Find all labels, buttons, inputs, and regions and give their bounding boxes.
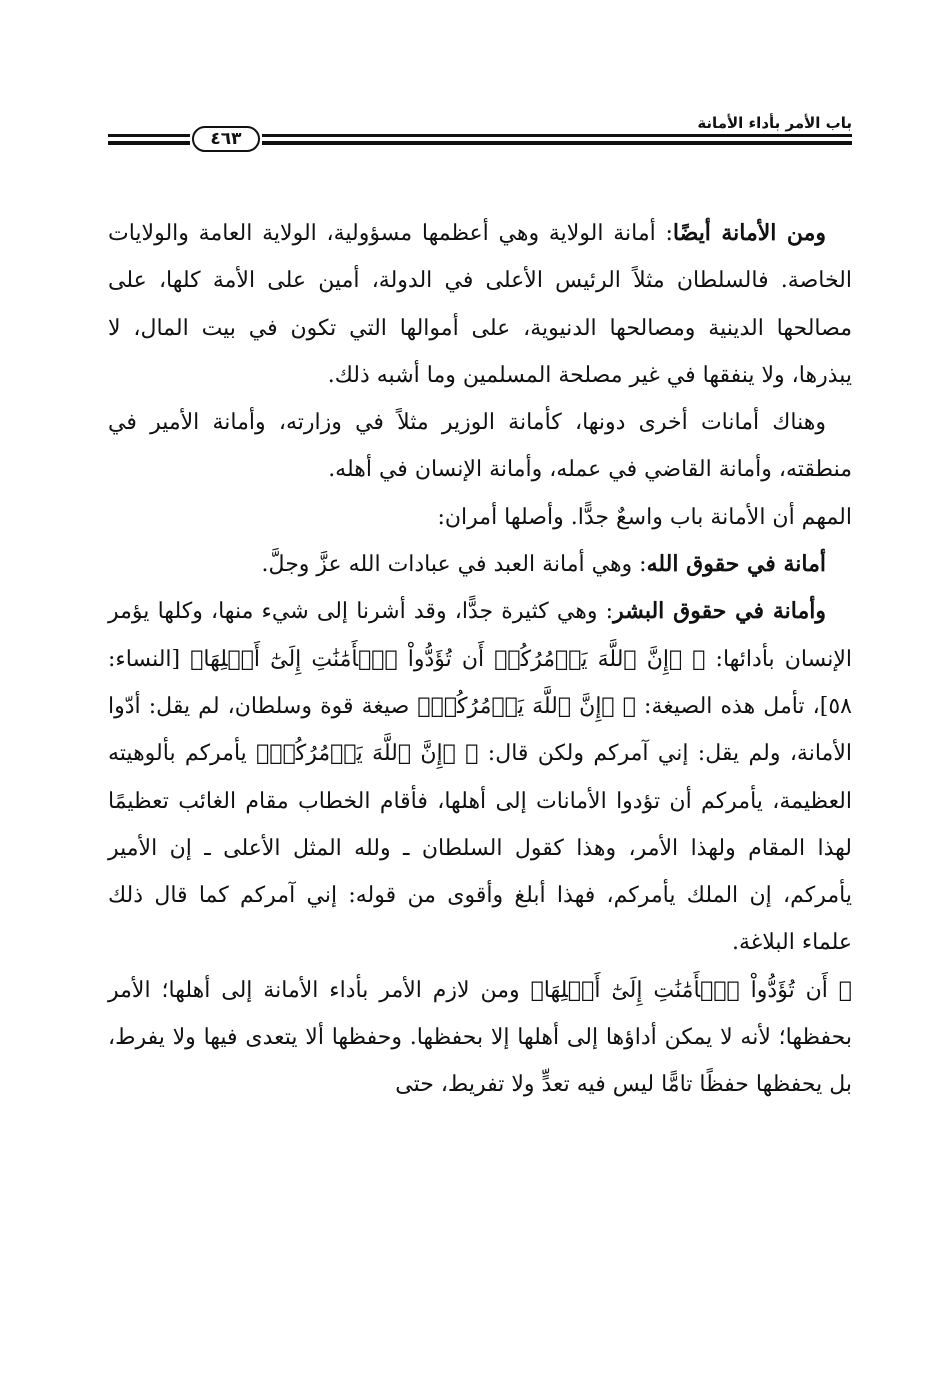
page-number: ٤٦٣	[192, 126, 260, 152]
page-header	[108, 112, 852, 160]
header-rule-left	[108, 134, 190, 146]
paragraph-5	[108, 588, 852, 966]
paragraph-3	[108, 494, 852, 541]
paragraph-1	[108, 210, 852, 399]
paragraph-lead: ومن الأمانة أيضًا	[672, 220, 826, 246]
paragraph-4	[108, 541, 852, 588]
running-title: باب الأمر بأداء الأمانة	[697, 114, 852, 132]
paragraph-text: : وهي كثيرة جدًّا، وقد أشرنا إلى شيء منها، وكلها يؤمر الإنسان بأدائها: ﴿ ۞إِنَّ ٱللَّهَ يَأۡمُرُكُمۡ أَن تُؤَدُّواْ ٱلۡأَمَٰنَٰتِ إِلَىٰٓ أَهۡلِهَا﴾ [النساء: ٥٨]، تأمل هذه الصيغة: ﴿ ۞إِنَّ ٱللَّهَ يَأۡمُرُكُمۡ﴾ صيغة قوة وسلطان، لم يقل: أدّوا الأمانة، ولم يقل: إني آمركم ولكن قال: ﴿ ۞إِنَّ ٱللَّهَ يَأۡمُرُكُمۡ﴾ يأمركم بألوهيته العظيمة، يأمركم أن تؤدوا الأمانات إلى أهلها، فأقام الخطاب مقام الغائب تعظيمًا لهذا المقام ولهذا الأمر، وهذا كقول السلطان ـ ولله المثل الأعلى ـ إن الأمير يأمركم، إن الملك يأمركم، فهذا أبلغ وأقوى من قوله: إني آمركم كما قال ذلك علماء البلاغة.	[108, 599, 852, 956]
paragraph-text: وهناك أمانات أخرى دونها، كأمانة الوزير مثلاً في وزارته، وأمانة الأمير في منطقته، وأمانة القاضي في عمله، وأمانة الإنسان في أهله.	[108, 410, 852, 483]
header-rule-right	[262, 134, 852, 146]
paragraph-text: ﴿ أَن تُؤَدُّواْ ٱلۡأَمَٰنَٰتِ إِلَىٰٓ أَهۡلِهَا﴾ ومن لازم الأمر بأداء الأمانة إلى أهلها؛ الأمر بحفظها؛ لأنه لا يمكن أداؤها إلى أهلها إلا بحفظها. وحفظها ألا يتعدى فيها ولا يفرط، بل يحفظها حفظًا تامًّا ليس فيه تعدٍّ ولا تفريط، حتى	[108, 977, 852, 1098]
body-text	[108, 210, 852, 1109]
paragraph-lead: وأمانة في حقوق البشر	[613, 598, 827, 625]
paragraph-2	[108, 399, 852, 494]
paragraph-6	[108, 967, 852, 1109]
paragraph-text: : وهي أمانة العبد في عبادات الله عزَّ وجلَّ.	[261, 552, 647, 578]
paragraph-text: : أمانة الولاية وهي أعظمها مسؤولية، الولاية العامة والولايات الخاصة. فالسلطان مثلاً الرئيس الأعلى في الدولة، أمين على الأمة كلها، على مصالحها الدينية ومصالحها الدنيوية، على أموالها التي تكون في بيت المال، لا يبذرها، ولا ينفقها في غير مصلحة المسلمين وما أشبه ذلك.	[108, 221, 852, 388]
paragraph-lead: أمانة في حقوق الله	[646, 551, 826, 578]
paragraph-text: المهم أن الأمانة باب واسعٌ جدًّا. وأصلها أمران:	[437, 504, 852, 530]
